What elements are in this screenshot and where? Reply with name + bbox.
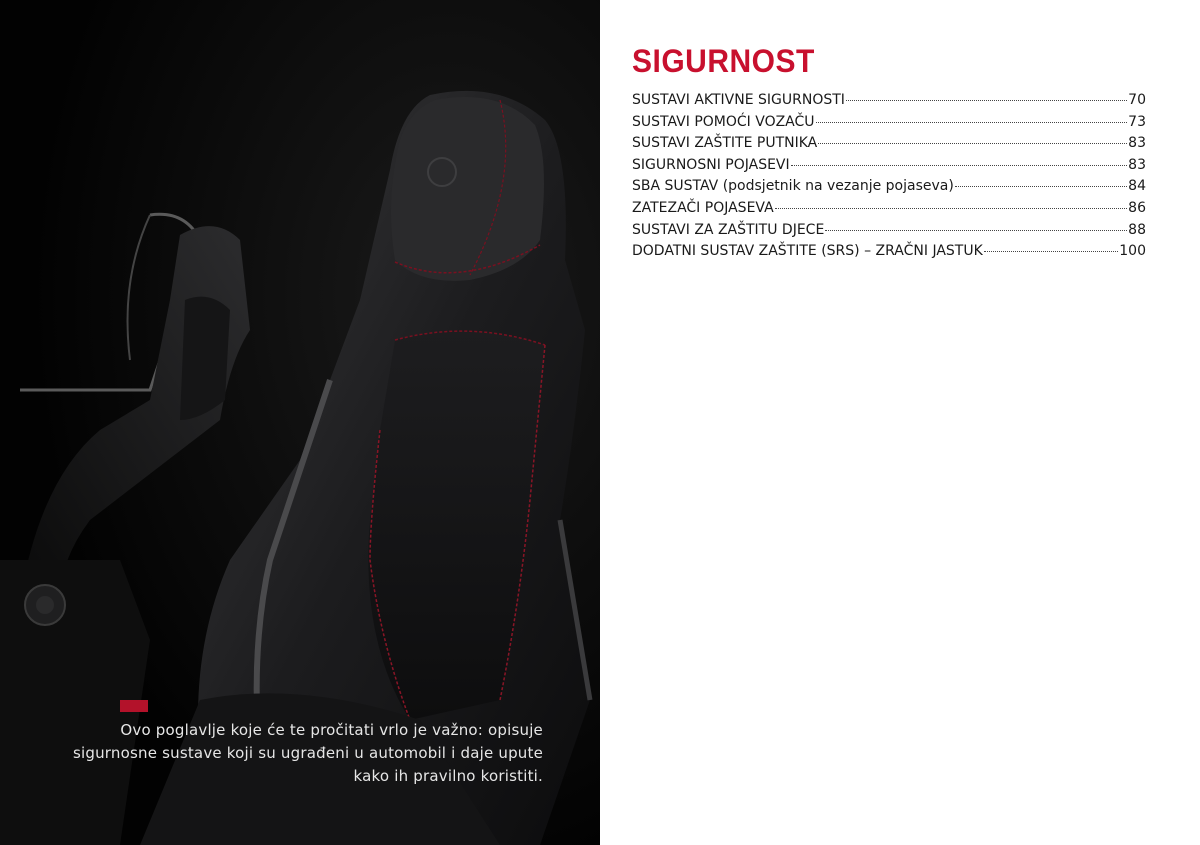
toc-entry-title: SUSTAVI ZA ZAŠTITU DJECE xyxy=(632,221,825,238)
toc-entry-title: SIGURNOSNI POJASEVI xyxy=(632,156,790,173)
toc-leader-dots xyxy=(825,230,1127,231)
toc-entry-page: 84 xyxy=(1128,178,1146,195)
toc-entry[interactable] xyxy=(632,135,1146,157)
toc-leader-dots xyxy=(816,122,1128,123)
toc-entry-title: DODATNI SUSTAV ZAŠTITE (SRS) – ZRAČNI JASTUK xyxy=(632,243,983,260)
toc-entry-title: SUSTAVI ZAŠTITE PUTNIKA xyxy=(632,135,818,152)
toc-entry[interactable] xyxy=(632,222,1146,244)
toc-leader-dots xyxy=(955,186,1127,187)
toc-leader-dots xyxy=(818,143,1127,144)
toc-leader-dots xyxy=(791,165,1128,166)
toc-entry-title: SUSTAVI AKTIVNE SIGURNOSTI xyxy=(632,92,845,108)
toc-entry-page: 88 xyxy=(1128,221,1146,238)
toc-entry[interactable] xyxy=(632,200,1146,222)
toc-entry-title: SUSTAVI POMOĆI VOZAČU xyxy=(632,113,815,130)
toc-entry-title: ZATEZAČI POJASEVA xyxy=(632,199,774,216)
table-of-contents xyxy=(632,44,1146,265)
toc-entry[interactable] xyxy=(632,157,1146,179)
toc-leader-dots xyxy=(775,208,1128,209)
toc-entry-page: 70 xyxy=(1128,92,1146,108)
toc-entry[interactable] xyxy=(632,92,1146,114)
chapter-title: SIGURNOST xyxy=(632,44,815,80)
toc-entry[interactable] xyxy=(632,243,1146,265)
toc-entry-page: 100 xyxy=(1119,243,1146,260)
toc-entry-page: 83 xyxy=(1128,156,1146,173)
toc-entry-title: SBA SUSTAV (podsjetnik na vezanje pojaseva) xyxy=(632,178,954,195)
toc-entry-page: 83 xyxy=(1128,135,1146,152)
toc-entry[interactable] xyxy=(632,114,1146,136)
toc-entry-page: 86 xyxy=(1128,199,1146,216)
toc-leader-dots xyxy=(984,251,1119,252)
chapter-intro-text: Ovo poglavlje koje će te pročitati vrlo je važno: opisuje sigurnosne sustave koji su ugrađeni u automobil i daje upute kako ih pravilno koristiti. xyxy=(73,721,544,785)
toc-leader-dots xyxy=(846,100,1127,101)
toc-entry[interactable] xyxy=(632,178,1146,200)
toc-list xyxy=(632,92,1146,265)
toc-entry-page: 73 xyxy=(1128,113,1146,130)
